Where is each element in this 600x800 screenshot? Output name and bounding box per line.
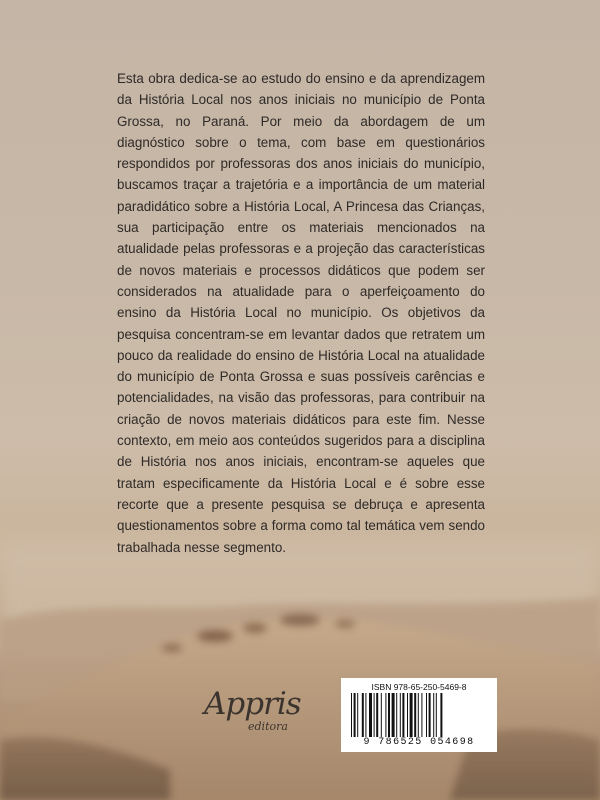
publisher-name: Appris: [204, 686, 301, 722]
isbn-barcode: [341, 678, 497, 752]
publisher-subtitle: editora: [248, 720, 288, 733]
barcode-icon: [351, 693, 487, 737]
isbn-label: ISBN 978-65-250-5469-8: [371, 682, 467, 692]
barcode-digits: 9 786525 054698: [363, 737, 475, 748]
synopsis-text: Esta obra dedica-se ao estudo do ensino e da aprendizagem da História Local nos anos iniciais no município de Ponta Grossa, no Paraná. Por meio da abordagem de um diagnóstico sobre o tema, com base em questionários respondidos por professoras dos anos iniciais do município, buscamos traçar a trajetória e a importância de um material paradidático sobre a História Local, A Princesa das Crianças, sua participação entre os materiais mencionados na atualidade pelas professoras e a projeção das características de novos materiais e processos didáticos que podem ser considerados na atualidade para o aperfeiçoamento do ensino da História Local no município. Os objetivos da pesquisa concentram-se em levantar dados que retratem um pouco da realidade do ensino de História Local na atualidade do município de Ponta Grossa e suas possíveis carências e potencialidades, na visão das professoras, para contribuir na criação de novos materiais didáticos para este fim. Nesse contexto, em meio aos conteúdos sugeridos para a disciplina de História nos anos iniciais, encontram-se aqueles que tratam especificamente da História Local e é sobre esse recorte que a presente pesquisa se debruça e apresenta questionamentos sobre a forma como tal temática vem sendo trabalhada nesse segmento.: [117, 71, 485, 555]
publisher-logo: [204, 686, 314, 742]
